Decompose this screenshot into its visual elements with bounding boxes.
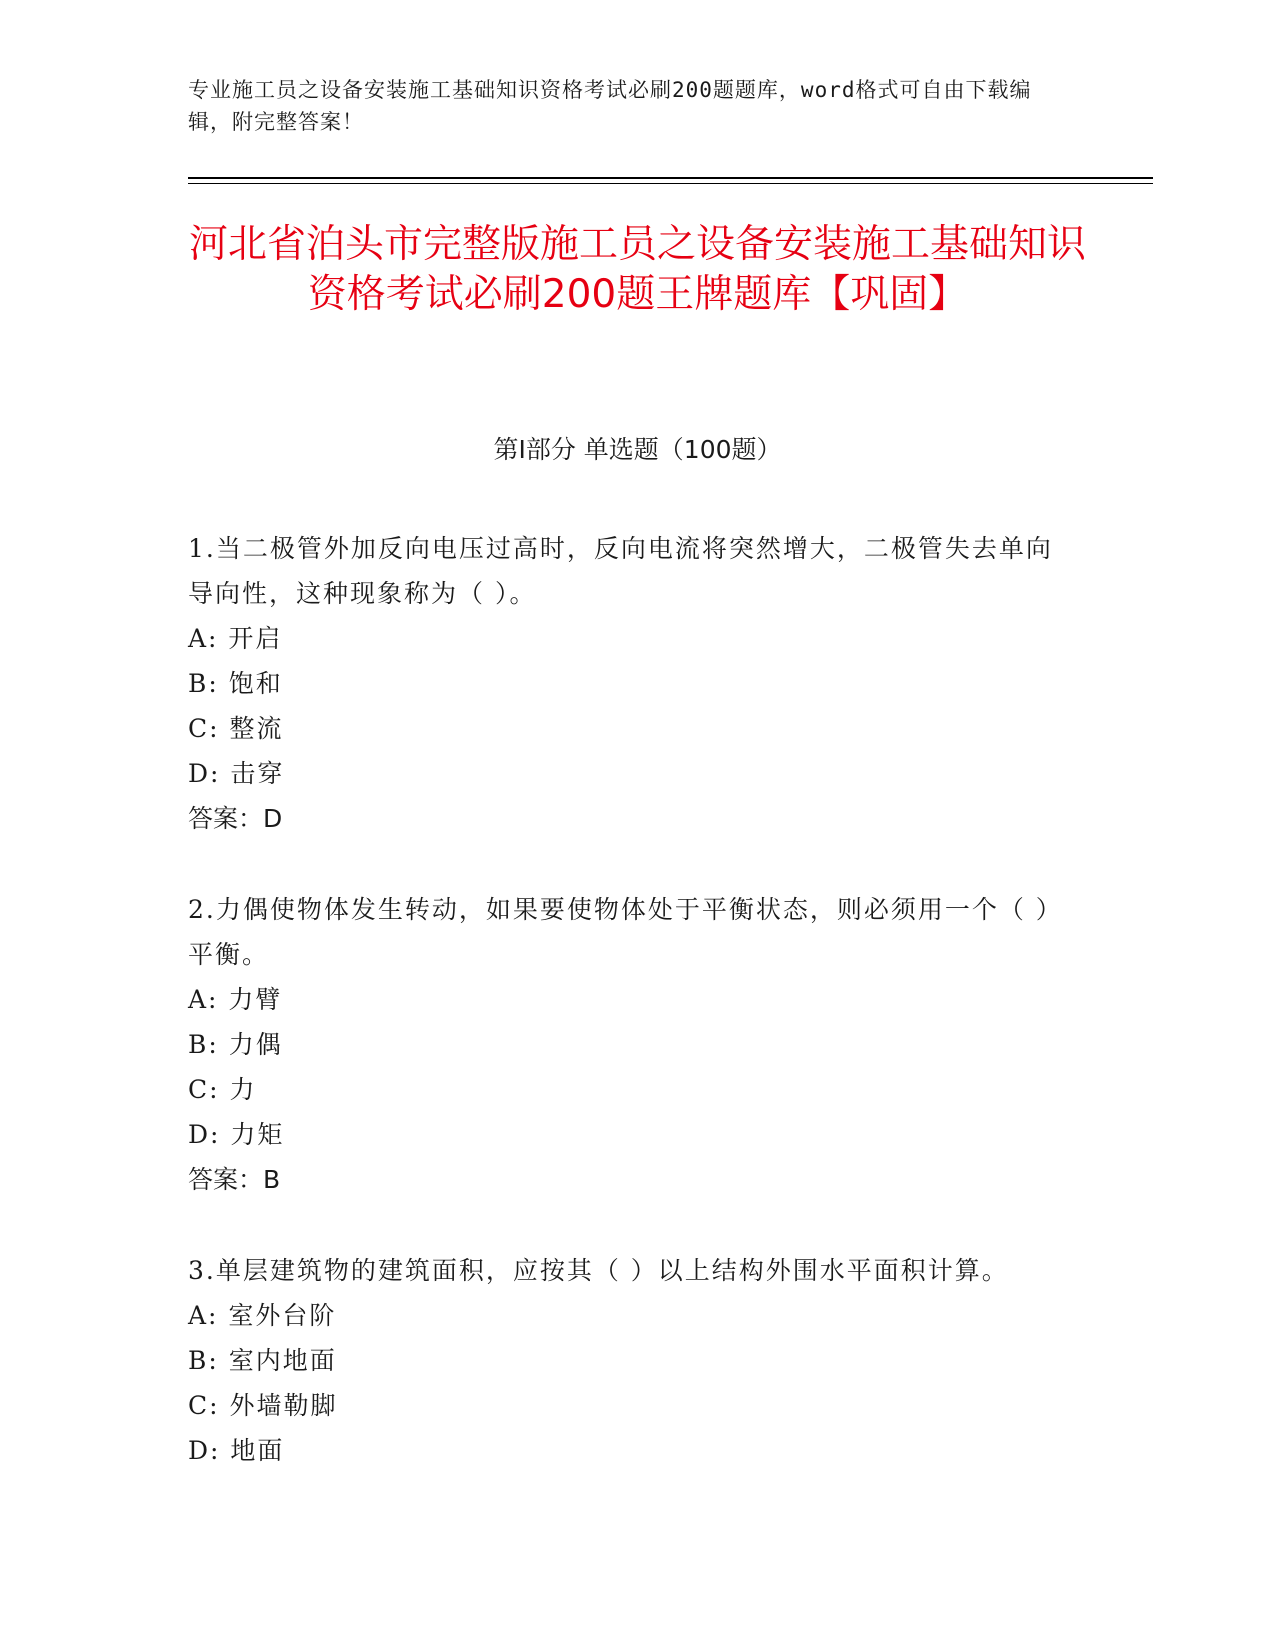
option-c: C: 力 [188, 1075, 257, 1104]
option-d: D: 力矩 [188, 1120, 285, 1149]
question-list [188, 526, 1068, 1519]
header-rule-thick [188, 177, 1153, 179]
option-a: A: 力臂 [188, 985, 283, 1014]
question-stem: 1.当二极管外加反向电压过高时，反向电流将突然增大，二极管失去单向导向性，这种现象称为（ ）。 [188, 534, 1053, 608]
question-stem: 2.力偶使物体发生转动，如果要使物体处于平衡状态，则必须用一个（ ）平衡。 [188, 895, 1063, 969]
answer-prefix: 答案： [188, 1165, 264, 1194]
option-d: D: 地面 [188, 1436, 285, 1465]
answer-line [188, 1157, 1068, 1202]
answer-value: D [263, 804, 283, 833]
question-1 [188, 526, 1068, 841]
option-c: C: 整流 [188, 714, 284, 743]
option-b: B: 力偶 [188, 1030, 283, 1059]
option-a: A: 室外台阶 [188, 1301, 337, 1330]
header-rule-thin [188, 183, 1153, 184]
option-b: B: 室内地面 [188, 1346, 337, 1375]
question-3 [188, 1248, 1068, 1473]
option-a: A: 开启 [188, 624, 283, 653]
section-heading: 第I部分 单选题（100题） [493, 435, 782, 464]
question-stem: 3.单层建筑物的建筑面积，应按其（ ）以上结构外围水平面积计算。 [188, 1256, 1009, 1285]
option-c: C: 外墙勒脚 [188, 1391, 338, 1420]
header-note: 专业施工员之设备安装施工基础知识资格考试必刷200题题库，word格式可自由下载编辑，附完整答案！ [188, 78, 1032, 134]
answer-line [188, 796, 1068, 841]
answer-prefix: 答案： [188, 804, 264, 833]
option-d: D: 击穿 [188, 759, 285, 788]
answer-value: B [263, 1165, 281, 1194]
question-2 [188, 887, 1068, 1202]
document-title: 河北省泊头市完整版施工员之设备安装施工基础知识资格考试必刷200题王牌题库【巩固】 [188, 222, 1086, 317]
option-b: B: 饱和 [188, 669, 283, 698]
